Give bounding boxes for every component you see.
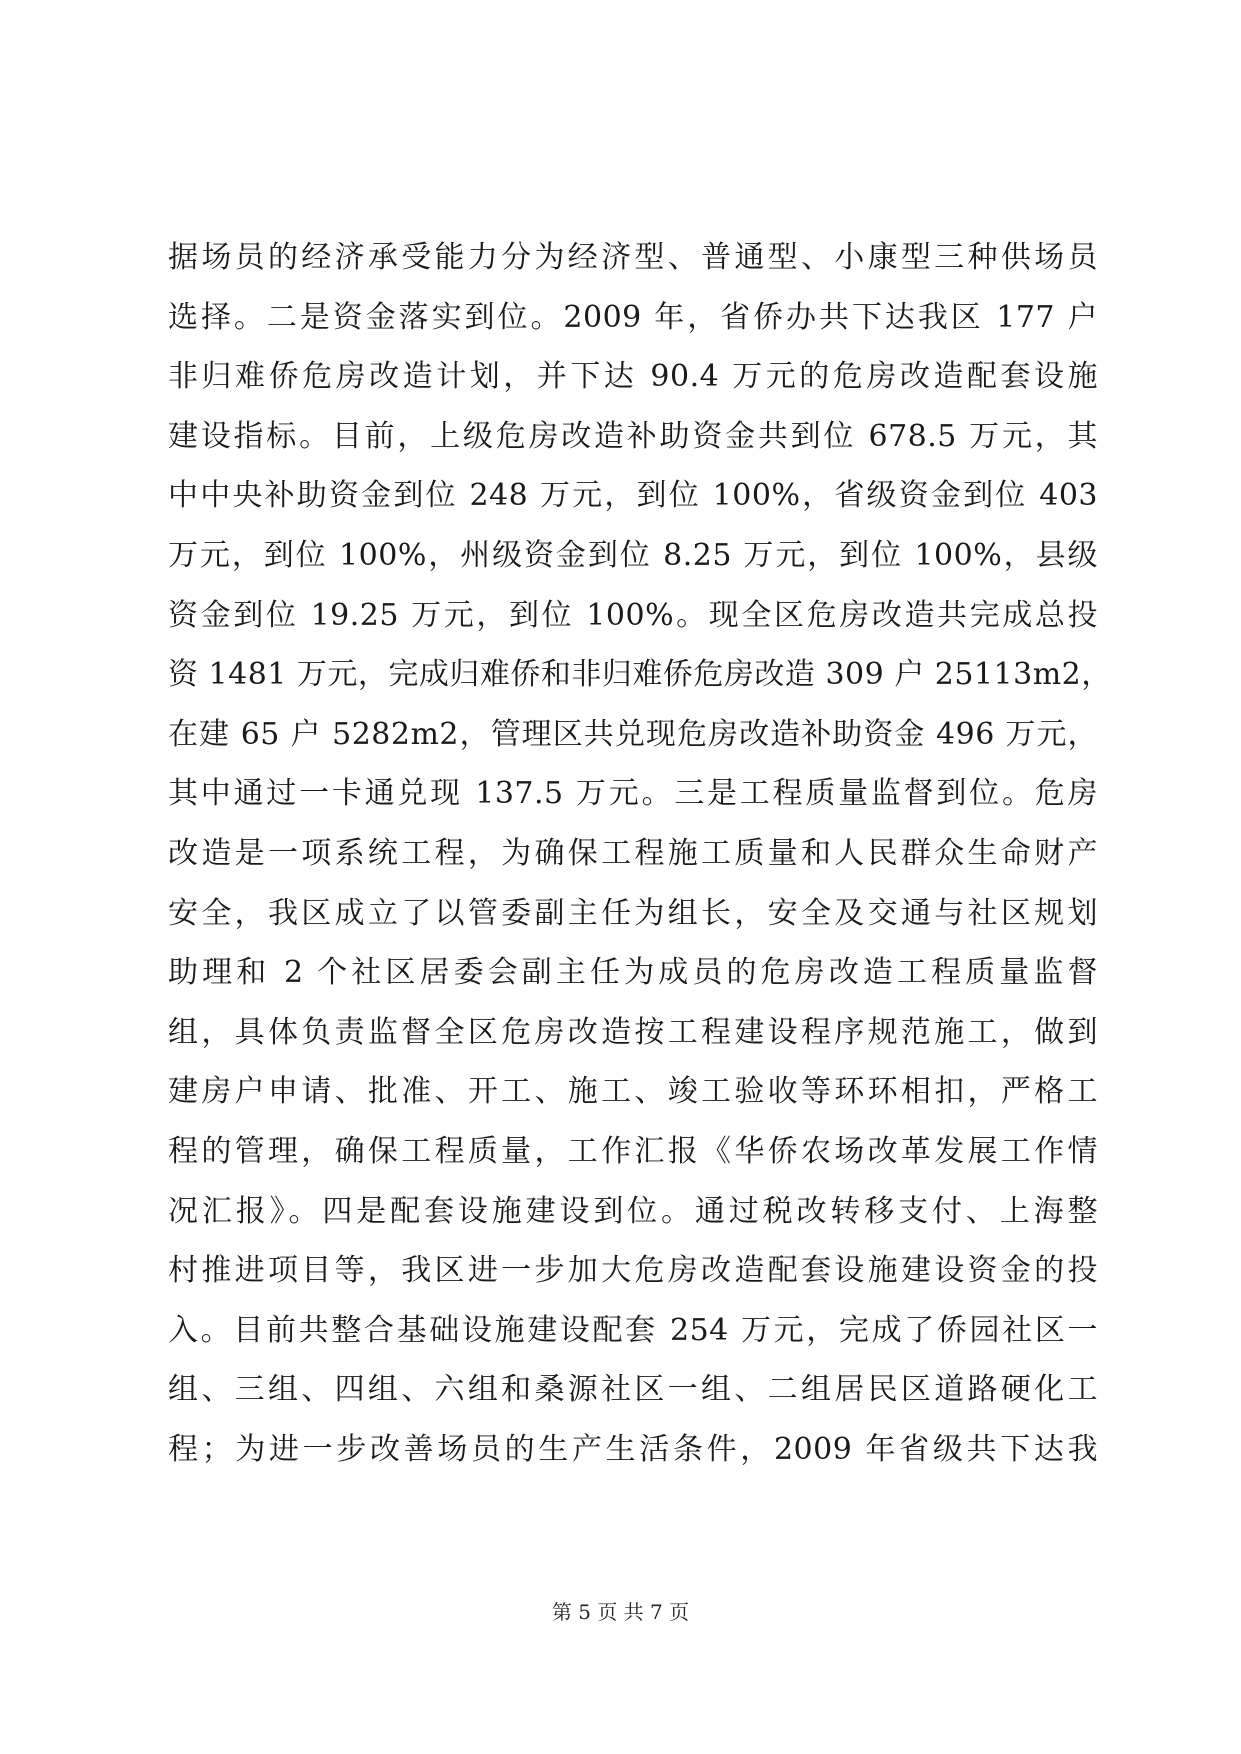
text-line: 资金到位 19.25 万元，到位 100%。现全区危房改造共完成总投 (168, 597, 1098, 633)
text-line: 组、三组、四组、六组和桑源社区一组、二组居民区道路硬化工 (168, 1372, 1098, 1408)
body-text (168, 228, 1112, 1479)
text-line: 建房户申请、批准、开工、施工、竣工验收等环环相扣，严格工 (168, 1074, 1098, 1110)
text-line: 安全，我区成立了以管委副主任为组长，安全及交通与社区规划 (168, 895, 1098, 931)
text-line: 万元，到位 100%，州级资金到位 8.25 万元，到位 100%，县级 (168, 537, 1098, 573)
text-line: 其中通过一卡通兑现 137.5 万元。三是工程质量监督到位。危房 (168, 776, 1098, 812)
page-footer: 第 5 页 共 7 页 (551, 1600, 690, 1624)
text-line: 程；为进一步改善场员的生产生活条件，2009 年省级共下达我 (168, 1431, 1098, 1467)
text-line: 在建 65 户 5282m2，管理区共兑现危房改造补助资金 496 万元， (168, 716, 1098, 752)
text-line: 况汇报》。四是配套设施建设到位。通过税改转移支付、上海整 (168, 1193, 1098, 1229)
text-line: 非归难侨危房改造计划，并下达 90.4 万元的危房改造配套设施 (168, 359, 1098, 395)
text-line: 选择。二是资金落实到位。2009 年，省侨办共下达我区 177 户 (168, 299, 1098, 335)
text-line: 改造是一项系统工程，为确保工程施工质量和人民群众生命财产 (168, 835, 1098, 871)
text-line: 入。目前共整合基础设施建设配套 254 万元，完成了侨园社区一 (168, 1312, 1098, 1348)
text-line: 组，具体负责监督全区危房改造按工程建设程序规范施工，做到 (168, 1014, 1098, 1050)
text-line: 村推进项目等，我区进一步加大危房改造配套设施建设资金的投 (168, 1253, 1098, 1289)
text-line: 据场员的经济承受能力分为经济型、普通型、小康型三种供场员 (168, 240, 1098, 275)
text-line: 程的管理，确保工程质量，工作汇报《华侨农场改革发展工作情 (168, 1133, 1098, 1169)
text-line: 助理和 2 个社区居委会副主任为成员的危房改造工程质量监督 (168, 955, 1098, 991)
text-line: 中中央补助资金到位 248 万元，到位 100%，省级资金到位 403 (168, 478, 1098, 514)
text-line: 建设指标。目前，上级危房改造补助资金共到位 678.5 万元，其 (168, 418, 1098, 454)
text-line: 资 1481 万元，完成归难侨和非归难侨危房改造 309 户 25113m2， (168, 657, 1112, 693)
